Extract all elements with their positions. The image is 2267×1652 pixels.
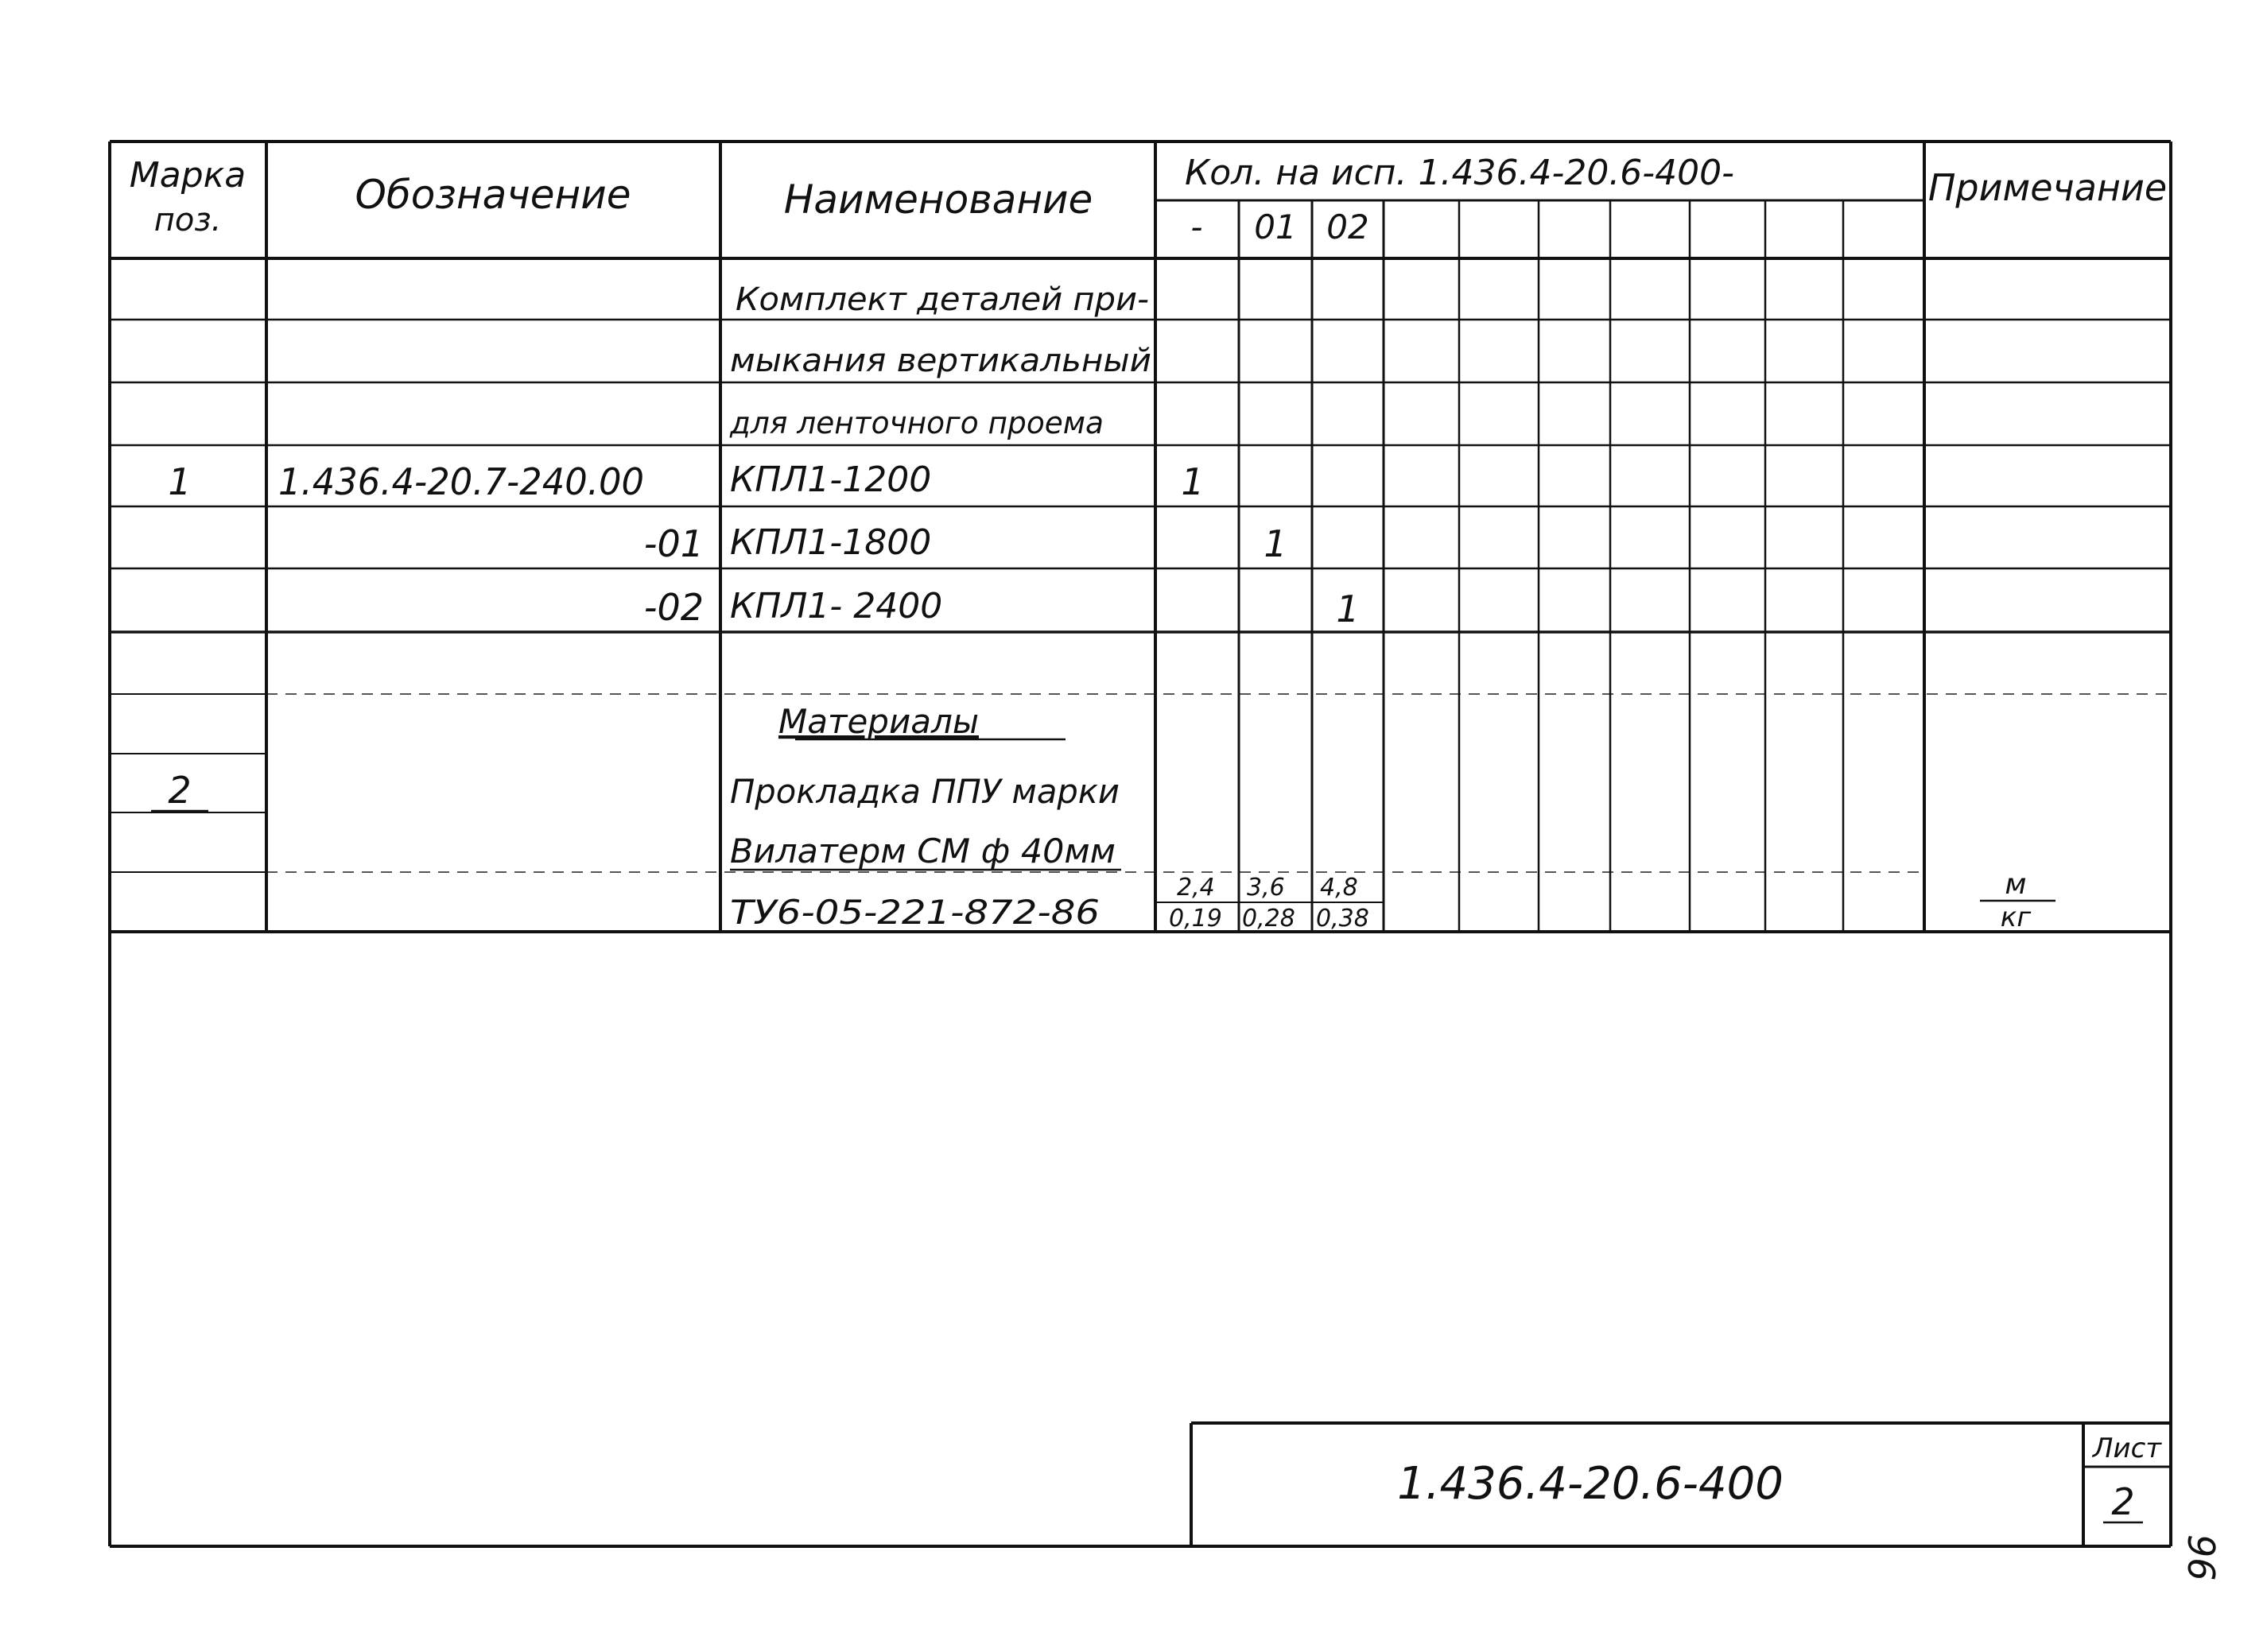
header-mark-line2: поз.	[153, 202, 222, 238]
header-variant-02: 02	[1326, 207, 1369, 246]
item-3-qty: 1	[1336, 588, 1360, 630]
item-1-name: КПЛ1-1200	[730, 460, 932, 500]
material-line1: Прокладка ППУ марки	[730, 772, 1120, 811]
material-note-unit-m: м	[2005, 868, 2027, 901]
material-mark: 2	[168, 769, 192, 812]
kit-title-line3: для ленточного проема	[729, 405, 1104, 440]
material-qty-m-01: 3,6	[1247, 874, 1285, 902]
header-qty: Кол. на исп. 1.436.4-20.6-400-	[1185, 153, 1735, 193]
title-block	[1191, 1423, 2171, 1546]
item-1-mark: 1	[168, 460, 192, 503]
materials-title: Материалы	[778, 702, 979, 741]
material-qty-m-02: 4,8	[1320, 874, 1358, 902]
material-qty-m-base: 2,4	[1177, 874, 1215, 902]
item-3-designation: -02	[643, 586, 704, 629]
item-2-qty: 1	[1264, 522, 1287, 565]
material-line3: ТУ6-05-221-872-86	[730, 893, 1100, 932]
table-row	[168, 460, 1204, 503]
kit-title	[729, 281, 1151, 440]
material-line2: Вилатерм СМ ф 40мм	[730, 832, 1116, 871]
material-qty-kg-01: 0,28	[1242, 905, 1295, 933]
item-3-name: КПЛ1- 2400	[730, 586, 943, 626]
item-1-designation: 1.436.4-20.7-240.00	[278, 460, 644, 503]
table-row	[644, 586, 1360, 630]
kit-title-line1: Комплект деталей при-	[736, 281, 1149, 318]
header-mark-line1: Марка	[129, 155, 246, 196]
material-qty-kg-02: 0,38	[1316, 905, 1369, 933]
header-note: Примечание	[1927, 166, 2168, 209]
header-variant-base: -	[1190, 207, 1203, 246]
table-row	[644, 522, 1287, 565]
sheet-label: Лист	[2092, 1433, 2162, 1464]
header-designation: Обозначение	[355, 172, 631, 218]
header-variant-01: 01	[1254, 207, 1297, 246]
item-2-name: КПЛ1-1800	[730, 522, 932, 563]
header-name: Наименование	[783, 176, 1093, 223]
sheet-number: 2	[2111, 1480, 2135, 1523]
item-2-designation: -01	[643, 522, 704, 565]
material-note-unit-kg: кг	[2000, 902, 2032, 933]
document-code: 1.436.4-20.6-400	[1397, 1458, 1784, 1510]
spec-table-grid	[110, 142, 2171, 932]
kit-title-line2: мыкания вертикальный	[730, 343, 1151, 379]
material-qty-kg-base: 0,19	[1169, 905, 1222, 933]
item-1-qty: 1	[1181, 460, 1205, 503]
margin-page-number: 96	[2180, 1534, 2222, 1581]
materials-section	[151, 702, 2055, 933]
